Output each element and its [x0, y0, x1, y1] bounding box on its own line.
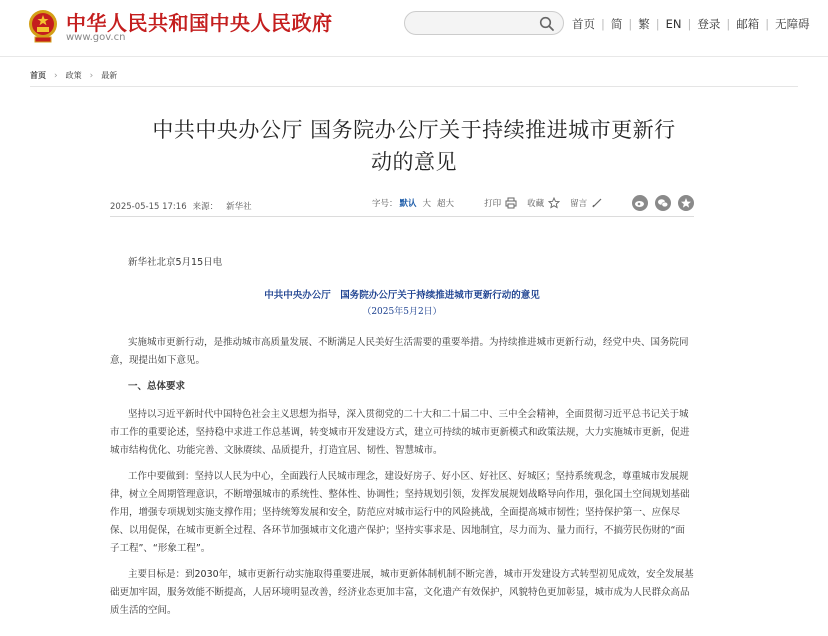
breadcrumb-arrow-icon: ›	[89, 70, 94, 81]
breadcrumb-home[interactable]: 首页	[30, 71, 46, 80]
breadcrumb-divider	[30, 86, 798, 87]
font-size-xlarge[interactable]: 超大	[437, 199, 455, 209]
nav-home[interactable]: 首页	[572, 17, 595, 31]
star-icon[interactable]	[548, 197, 560, 209]
search-icon[interactable]	[539, 16, 555, 32]
nav-simplified[interactable]: 简	[610, 17, 623, 31]
nav-separator: |	[655, 17, 660, 31]
document-date: （2025年5月2日）	[362, 307, 442, 317]
breadcrumb-arrow-icon: ›	[54, 70, 58, 81]
article-title-line2: 动的意见	[371, 150, 457, 174]
nav-separator: |	[628, 17, 633, 31]
article-title	[108, 114, 720, 178]
collect-label[interactable]: 收藏	[527, 199, 545, 209]
search-input[interactable]	[415, 13, 544, 35]
comment-label[interactable]: 留言	[570, 199, 588, 209]
top-nav	[572, 16, 810, 32]
publish-datetime: 2025-05-15 17:16	[110, 202, 187, 212]
search-box	[404, 11, 564, 35]
source-name: 新华社	[226, 202, 252, 212]
nav-english[interactable]: EN	[665, 17, 682, 31]
share-buttons	[632, 195, 701, 211]
breadcrumb-latest[interactable]: 最新	[101, 71, 118, 80]
site-name[interactable]: 中华人民共和国中央人民政府	[66, 11, 333, 35]
paragraph-intro: 实施城市更新行动，是推动城市高质量发展、不断满足人民美好生活需要的重要举措。为持续推进城市更新行动，经党中央、国务院同意，现提出如下意见。	[110, 337, 689, 366]
paragraph-guiding: 坚持以习近平新时代中国特色社会主义思想为指导，深入贯彻党的二十大和二十届二中、三中全会精神，全面贯彻习近平总书记关于城市工作的重要论述，坚持稳中求进工作总基调，转变城市开发建设方式，建立可持续的城市更新模式和政策法规，大力实施城市更新，促进城市结构优化、功能完善、文脉赓续、品质提升，打造宜居、韧性、智慧城市。	[110, 409, 690, 456]
wechat-share-icon[interactable]	[655, 195, 671, 211]
article-tools	[372, 197, 613, 209]
article-body	[110, 254, 694, 628]
paragraph-principles: 工作中要做到：坚持以人民为中心，全面践行人民城市理念，建设好房子、好小区、好社区、好城区；坚持系统观念，尊重城市发展规律，树立全周期管理意识，不断增强城市的系统性、整体性、协调性；坚持规划引领，发挥发展规划战略导向作用，强化国土空间规划基础作用，增强专项规划实施支撑作用；坚持统筹发展和安全，防范应对城市运行中的风险挑战，全面提高城市韧性；坚持保护第一、应保尽保、以用促保，在城市更新全过程、各环节加强城市文化遗产保护；坚持实事求是、因地制宜，尽力而为、量力而行，不搞劳民伤财的“面子工程”、“形象工程”。	[110, 471, 690, 554]
nav-mail[interactable]: 邮箱	[736, 17, 760, 31]
dateline: 新华社北京5月15日电	[128, 257, 223, 268]
favorite-share-icon[interactable]	[678, 195, 694, 211]
nav-separator: |	[765, 17, 770, 31]
site-url[interactable]: www.gov.cn	[66, 32, 126, 43]
print-label[interactable]: 打印	[484, 199, 502, 209]
national-emblem-icon[interactable]	[28, 8, 58, 44]
nav-traditional[interactable]: 繁	[638, 17, 650, 31]
site-header	[0, 0, 828, 56]
nav-separator: |	[726, 17, 731, 31]
article-title-line1: 中共中央办公厅 国务院办公厅关于持续推进城市更新行	[152, 118, 676, 142]
nav-login[interactable]: 登录	[697, 17, 721, 31]
weibo-share-icon[interactable]	[632, 195, 648, 211]
breadcrumb-policy[interactable]: 政策	[65, 71, 82, 80]
breadcrumb	[30, 70, 117, 81]
pencil-icon[interactable]	[591, 197, 603, 209]
nav-accessibility[interactable]: 无障碍	[775, 17, 810, 31]
meta-divider	[110, 216, 694, 217]
font-size-label: 字号：	[372, 199, 398, 209]
source-label: 来源：	[192, 202, 219, 212]
paragraph-goals: 主要目标是：到2030年，城市更新行动实施取得重要进展，城市更新体制机制不断完善，城市开发建设方式转型初见成效，安全发展基础更加牢固，服务效能不断提高，人居环境明显改善，经济业态更加丰富，文化遗产有效保护，风貌特色更加彰显，城市成为人民群众高品质生活的空间。	[110, 569, 694, 616]
print-icon[interactable]	[505, 197, 517, 209]
header-divider	[0, 56, 828, 57]
font-size-default[interactable]: 默认	[399, 199, 417, 209]
article-meta	[110, 200, 258, 212]
nav-separator: |	[687, 17, 692, 31]
section-heading: 一、总体要求	[128, 381, 186, 392]
document-title: 中共中央办公厅 国务院办公厅关于持续推进城市更新行动的意见	[264, 290, 540, 301]
nav-separator: |	[601, 17, 605, 31]
font-size-large[interactable]: 大	[422, 199, 432, 209]
